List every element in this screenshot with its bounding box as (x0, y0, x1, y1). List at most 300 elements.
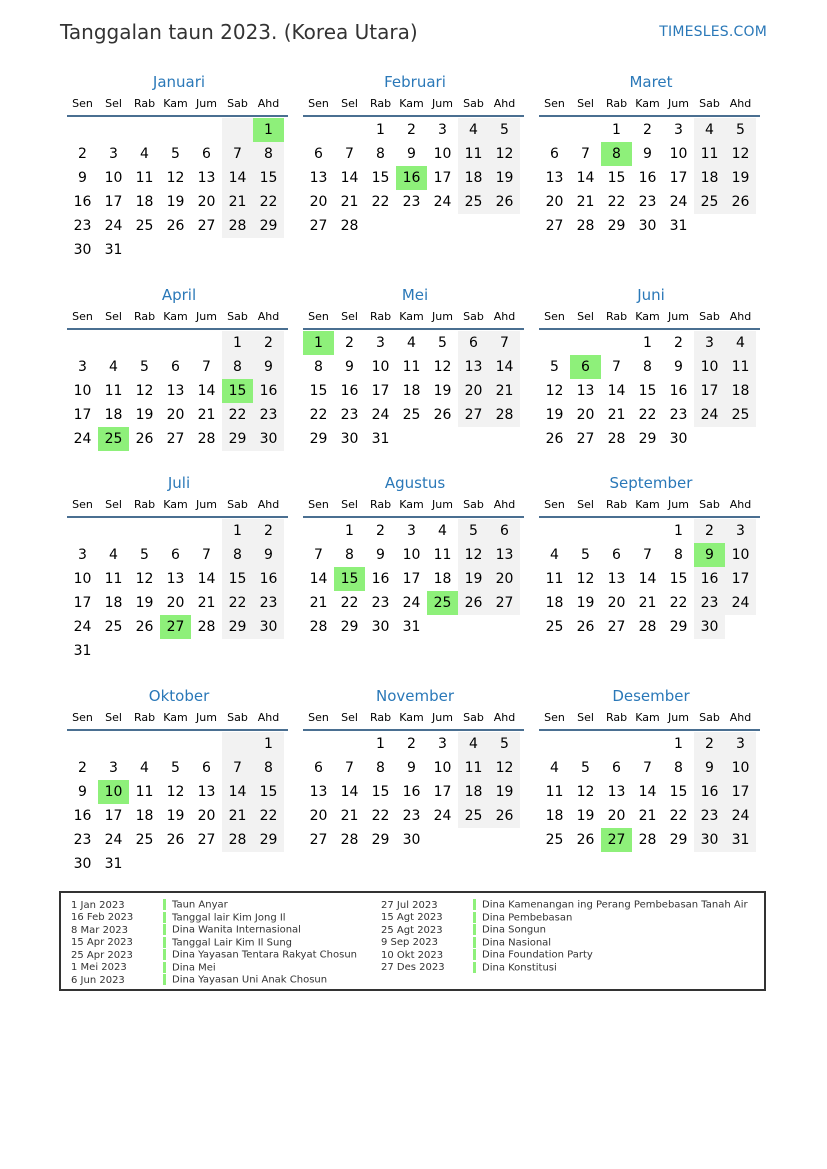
weekday-label: Sab (463, 711, 484, 724)
day-cell: 10 (433, 760, 452, 776)
legend-date: 15 Apr 2023 (71, 937, 133, 948)
header-rule (539, 328, 760, 330)
holiday-marker-icon (163, 912, 166, 923)
weekday-label: Rab (369, 711, 392, 724)
weekday-label: Ahd (729, 97, 752, 110)
empty-cell (98, 519, 129, 543)
month-name: Agustus (384, 474, 446, 492)
day-cell: 24 (73, 431, 92, 447)
day-cell: 14 (222, 780, 253, 804)
day-cell: 17 (694, 379, 725, 403)
weekday-label: Rab (133, 97, 156, 110)
day-cell: 18 (458, 166, 489, 190)
day-cell: 23 (402, 808, 421, 824)
weekday-label: Sen (72, 498, 93, 511)
legend-date: 25 Apr 2023 (71, 949, 133, 961)
day-cell: 23 (73, 832, 92, 848)
weekday-label: Kam (163, 711, 188, 724)
day-cell: 2 (253, 331, 284, 355)
day-grid (303, 331, 527, 451)
day-cell: 20 (458, 379, 489, 403)
day-cell: 2 (78, 146, 87, 162)
empty-cell (539, 118, 570, 142)
day-cell: 8 (222, 543, 253, 567)
legend-row (71, 924, 357, 937)
header-rule (539, 516, 760, 518)
day-cell: 14 (638, 784, 657, 800)
legend-holiday-name: Taun Anyar (172, 899, 228, 911)
day-cell: 8 (674, 547, 683, 563)
empty-cell (632, 732, 663, 756)
weekday-label: Jum (668, 498, 689, 511)
day-cell: 28 (607, 431, 626, 447)
legend-date: 25 Agt 2023 (381, 924, 443, 936)
day-cell: 8 (222, 355, 253, 379)
day-cell: 23 (638, 194, 657, 210)
day-cell: 26 (166, 832, 185, 848)
month-block (303, 684, 527, 852)
day-cell: 13 (458, 355, 489, 379)
day-cell: 7 (222, 756, 253, 780)
day-cell: 11 (545, 784, 564, 800)
weekday-label: Rab (605, 310, 628, 323)
weekday-label: Kam (399, 310, 424, 323)
month-block (303, 70, 527, 238)
day-cell: 16 (669, 383, 688, 399)
day-cell: 13 (309, 170, 328, 186)
day-cell: 2 (643, 122, 652, 138)
weekday-label: Rab (369, 498, 392, 511)
day-cell: 3 (438, 736, 447, 752)
day-cell: 26 (433, 407, 452, 423)
day-cell: 31 (371, 431, 390, 447)
day-cell: 16 (340, 383, 359, 399)
day-cell: 28 (638, 619, 657, 635)
weekday-header (67, 495, 291, 515)
legend-column (381, 899, 748, 974)
day-cell: 22 (253, 804, 284, 828)
day-cell: 18 (694, 166, 725, 190)
day-cell: 12 (135, 383, 154, 399)
day-cell: 7 (643, 547, 652, 563)
day-cell: 28 (638, 832, 657, 848)
day-cell: 31 (73, 643, 92, 659)
holiday-day-cell: 25 (427, 591, 458, 615)
holiday-day-cell: 27 (160, 615, 191, 639)
day-cell: 8 (345, 547, 354, 563)
day-cell: 31 (725, 828, 756, 852)
day-cell: 17 (725, 780, 756, 804)
month-block (67, 684, 291, 876)
day-cell: 5 (581, 547, 590, 563)
day-cell: 9 (78, 784, 87, 800)
empty-cell (129, 118, 160, 142)
day-cell: 24 (371, 407, 390, 423)
day-cell: 16 (638, 170, 657, 186)
day-cell: 5 (458, 519, 489, 543)
day-cell: 21 (638, 595, 657, 611)
empty-cell (98, 118, 129, 142)
day-cell: 7 (581, 146, 590, 162)
weekday-label: Sel (341, 310, 358, 323)
empty-cell (570, 519, 601, 543)
day-cell: 16 (73, 808, 92, 824)
empty-cell (303, 732, 334, 756)
day-cell: 12 (166, 170, 185, 186)
day-cell: 31 (104, 856, 123, 872)
day-cell: 11 (104, 571, 123, 587)
day-cell: 26 (489, 190, 520, 214)
holiday-marker-icon (163, 937, 166, 948)
empty-cell (191, 732, 222, 756)
day-cell: 3 (109, 146, 118, 162)
day-cell: 4 (550, 547, 559, 563)
legend-holiday-name: Dina Nasional (482, 937, 552, 948)
day-grid (539, 331, 763, 451)
day-cell: 27 (545, 218, 564, 234)
day-cell: 5 (171, 760, 180, 776)
day-cell: 21 (638, 808, 657, 824)
legend-holiday-name: Dina Yayasan Tentara Rakyat Chosun (172, 949, 358, 961)
day-cell: 26 (458, 591, 489, 615)
day-cell: 21 (607, 407, 626, 423)
empty-cell (67, 732, 98, 756)
day-cell: 29 (309, 431, 328, 447)
legend-holiday-name: Dina Pembebasan (482, 912, 573, 923)
day-cell: 9 (643, 146, 652, 162)
day-cell: 24 (725, 804, 756, 828)
day-cell: 16 (371, 571, 390, 587)
empty-cell (191, 519, 222, 543)
day-cell: 1 (222, 331, 253, 355)
weekday-label: Sel (105, 498, 122, 511)
weekday-header (67, 708, 291, 728)
day-grid (303, 732, 527, 852)
day-cell: 6 (458, 331, 489, 355)
day-cell: 28 (309, 619, 328, 635)
day-cell: 5 (140, 359, 149, 375)
empty-cell (98, 331, 129, 355)
weekday-header (303, 708, 527, 728)
weekday-label: Sen (72, 310, 93, 323)
day-cell: 18 (104, 595, 123, 611)
day-cell: 1 (612, 122, 621, 138)
day-cell: 18 (433, 571, 452, 587)
day-cell: 4 (407, 335, 416, 351)
day-cell: 30 (253, 615, 284, 639)
legend-row (381, 962, 748, 975)
day-cell: 14 (340, 784, 359, 800)
day-cell: 31 (669, 218, 688, 234)
day-cell: 27 (309, 218, 328, 234)
empty-cell (160, 519, 191, 543)
weekday-label: Sab (463, 310, 484, 323)
day-cell: 15 (371, 170, 390, 186)
empty-cell (570, 732, 601, 756)
day-cell: 26 (545, 431, 564, 447)
day-cell: 3 (407, 523, 416, 539)
day-cell: 5 (725, 118, 756, 142)
weekday-label: Sab (699, 498, 720, 511)
weekday-header (539, 708, 763, 728)
day-cell: 13 (489, 543, 520, 567)
day-cell: 24 (104, 218, 123, 234)
day-cell: 26 (725, 190, 756, 214)
weekday-label: Sel (341, 711, 358, 724)
day-cell: 7 (345, 146, 354, 162)
weekday-header (67, 307, 291, 327)
day-cell: 9 (694, 756, 725, 780)
weekday-label: Rab (369, 97, 392, 110)
day-cell: 20 (607, 595, 626, 611)
header-rule (303, 115, 524, 117)
header-rule (67, 328, 288, 330)
day-cell: 25 (458, 804, 489, 828)
day-cell: 23 (253, 591, 284, 615)
day-cell: 8 (253, 756, 284, 780)
header-rule (67, 516, 288, 518)
legend-row (71, 937, 357, 950)
day-cell: 22 (607, 194, 626, 210)
day-cell: 6 (489, 519, 520, 543)
holiday-day-cell: 8 (601, 142, 632, 166)
day-cell: 15 (253, 166, 284, 190)
month-name: Januari (152, 73, 206, 91)
weekday-label: Sab (227, 97, 248, 110)
day-cell: 3 (438, 122, 447, 138)
day-cell: 4 (438, 523, 447, 539)
day-cell: 17 (725, 567, 756, 591)
weekday-label: Kam (635, 97, 660, 110)
legend-date: 10 Okt 2023 (381, 949, 444, 961)
weekday-label: Ahd (493, 97, 516, 110)
day-cell: 16 (253, 379, 284, 403)
legend-row (381, 899, 748, 912)
day-cell: 18 (104, 407, 123, 423)
empty-cell (334, 732, 365, 756)
day-cell: 19 (135, 595, 154, 611)
day-cell: 19 (433, 383, 452, 399)
day-cell: 11 (725, 355, 756, 379)
day-cell: 20 (166, 595, 185, 611)
holiday-day-cell: 27 (601, 828, 632, 852)
day-cell: 1 (253, 732, 284, 756)
day-cell: 7 (222, 142, 253, 166)
day-cell: 26 (576, 619, 595, 635)
day-cell: 5 (581, 760, 590, 776)
day-cell: 5 (171, 146, 180, 162)
day-cell: 19 (489, 780, 520, 804)
legend-holiday-name: Tanggal Lair Kim Il Sung (172, 937, 292, 948)
day-cell: 27 (197, 218, 216, 234)
day-cell: 3 (674, 122, 683, 138)
legend-holiday-name: Dina Kamenangan ing Perang Pembebasan Tanah Air (482, 899, 748, 911)
weekday-label: Jum (432, 97, 453, 110)
day-cell: 3 (78, 359, 87, 375)
day-cell: 7 (345, 760, 354, 776)
empty-cell (129, 732, 160, 756)
holiday-day-cell: 16 (396, 166, 427, 190)
day-cell: 20 (545, 194, 564, 210)
day-cell: 8 (643, 359, 652, 375)
day-cell: 8 (314, 359, 323, 375)
weekday-label: Sab (227, 498, 248, 511)
day-cell: 12 (489, 756, 520, 780)
day-cell: 30 (73, 856, 92, 872)
day-grid (539, 732, 763, 852)
legend-holiday-name: Dina Mei (172, 962, 216, 973)
weekday-label: Kam (635, 498, 660, 511)
day-cell: 12 (489, 142, 520, 166)
day-cell: 7 (202, 359, 211, 375)
weekday-label: Rab (133, 711, 156, 724)
legend-holiday-name: Dina Songun (482, 924, 546, 936)
weekday-label: Sel (341, 498, 358, 511)
day-cell: 5 (438, 335, 447, 351)
day-cell: 4 (725, 331, 756, 355)
day-cell: 17 (73, 407, 92, 423)
day-cell: 14 (489, 355, 520, 379)
holiday-day-cell: 15 (222, 379, 253, 403)
day-cell: 27 (166, 431, 185, 447)
weekday-header (539, 307, 763, 327)
day-cell: 30 (340, 431, 359, 447)
day-cell: 2 (674, 335, 683, 351)
day-cell: 22 (371, 808, 390, 824)
day-cell: 15 (309, 383, 328, 399)
day-cell: 1 (376, 122, 385, 138)
empty-cell (222, 118, 253, 142)
day-cell: 23 (669, 407, 688, 423)
day-cell: 19 (135, 407, 154, 423)
day-cell: 29 (222, 427, 253, 451)
month-block (539, 471, 763, 639)
day-cell: 15 (607, 170, 626, 186)
day-cell: 18 (135, 808, 154, 824)
day-cell: 8 (376, 760, 385, 776)
empty-cell (191, 118, 222, 142)
holiday-marker-icon (473, 937, 476, 948)
day-cell: 13 (166, 383, 185, 399)
brand-link[interactable]: TIMESLES.COM (659, 24, 767, 40)
day-cell: 21 (222, 190, 253, 214)
day-cell: 16 (73, 194, 92, 210)
day-cell: 27 (197, 832, 216, 848)
empty-cell (98, 732, 129, 756)
day-grid (67, 519, 291, 663)
day-cell: 30 (669, 431, 688, 447)
day-cell: 22 (340, 595, 359, 611)
month-block (67, 70, 291, 262)
day-cell: 4 (550, 760, 559, 776)
day-cell: 10 (694, 355, 725, 379)
day-cell: 10 (104, 170, 123, 186)
weekday-label: Jum (432, 498, 453, 511)
weekday-label: Jum (196, 711, 217, 724)
day-cell: 4 (694, 118, 725, 142)
header-rule (539, 115, 760, 117)
day-grid (67, 118, 291, 262)
day-cell: 20 (197, 808, 216, 824)
day-cell: 24 (73, 619, 92, 635)
holiday-day-cell: 9 (694, 543, 725, 567)
day-cell: 31 (104, 242, 123, 258)
day-cell: 29 (669, 832, 688, 848)
day-cell: 21 (309, 595, 328, 611)
day-cell: 6 (550, 146, 559, 162)
legend-row (381, 912, 748, 925)
legend-date: 27 Des 2023 (381, 962, 445, 973)
day-cell: 11 (545, 571, 564, 587)
day-cell: 15 (371, 784, 390, 800)
day-cell: 29 (222, 615, 253, 639)
day-cell: 30 (638, 218, 657, 234)
day-cell: 12 (545, 383, 564, 399)
weekday-label: Sab (463, 97, 484, 110)
day-cell: 24 (694, 403, 725, 427)
day-cell: 27 (309, 832, 328, 848)
day-cell: 5 (489, 732, 520, 756)
header-rule (303, 516, 524, 518)
empty-cell (129, 331, 160, 355)
empty-cell (601, 331, 632, 355)
day-cell: 30 (253, 427, 284, 451)
day-cell: 1 (376, 736, 385, 752)
day-cell: 12 (433, 359, 452, 375)
empty-cell (601, 519, 632, 543)
day-cell: 19 (489, 166, 520, 190)
holiday-marker-icon (473, 924, 476, 935)
holiday-day-cell: 15 (334, 567, 365, 591)
day-cell: 3 (694, 331, 725, 355)
weekday-label: Ahd (493, 310, 516, 323)
weekday-label: Kam (163, 310, 188, 323)
day-cell: 14 (309, 571, 328, 587)
legend-row (71, 899, 357, 912)
day-cell: 22 (669, 808, 688, 824)
weekday-label: Rab (133, 310, 156, 323)
day-cell: 4 (140, 760, 149, 776)
weekday-label: Sab (699, 310, 720, 323)
holiday-day-cell: 25 (98, 427, 129, 451)
month-block (539, 684, 763, 852)
day-cell: 8 (376, 146, 385, 162)
day-cell: 12 (458, 543, 489, 567)
empty-cell (160, 331, 191, 355)
day-cell: 10 (371, 359, 390, 375)
day-cell: 29 (669, 619, 688, 635)
day-cell: 14 (197, 383, 216, 399)
day-cell: 11 (458, 142, 489, 166)
day-cell: 1 (674, 736, 683, 752)
day-cell: 20 (309, 808, 328, 824)
day-cell: 12 (725, 142, 756, 166)
day-cell: 10 (669, 146, 688, 162)
day-grid (67, 331, 291, 451)
day-cell: 17 (433, 784, 452, 800)
day-grid (539, 519, 763, 639)
weekday-label: Ahd (493, 711, 516, 724)
day-cell: 25 (458, 190, 489, 214)
weekday-label: Sen (72, 711, 93, 724)
holiday-marker-icon (163, 974, 166, 985)
day-cell: 26 (166, 218, 185, 234)
day-cell: 23 (340, 407, 359, 423)
empty-cell (539, 331, 570, 355)
empty-cell (570, 118, 601, 142)
day-cell: 2 (345, 335, 354, 351)
day-cell: 2 (694, 732, 725, 756)
